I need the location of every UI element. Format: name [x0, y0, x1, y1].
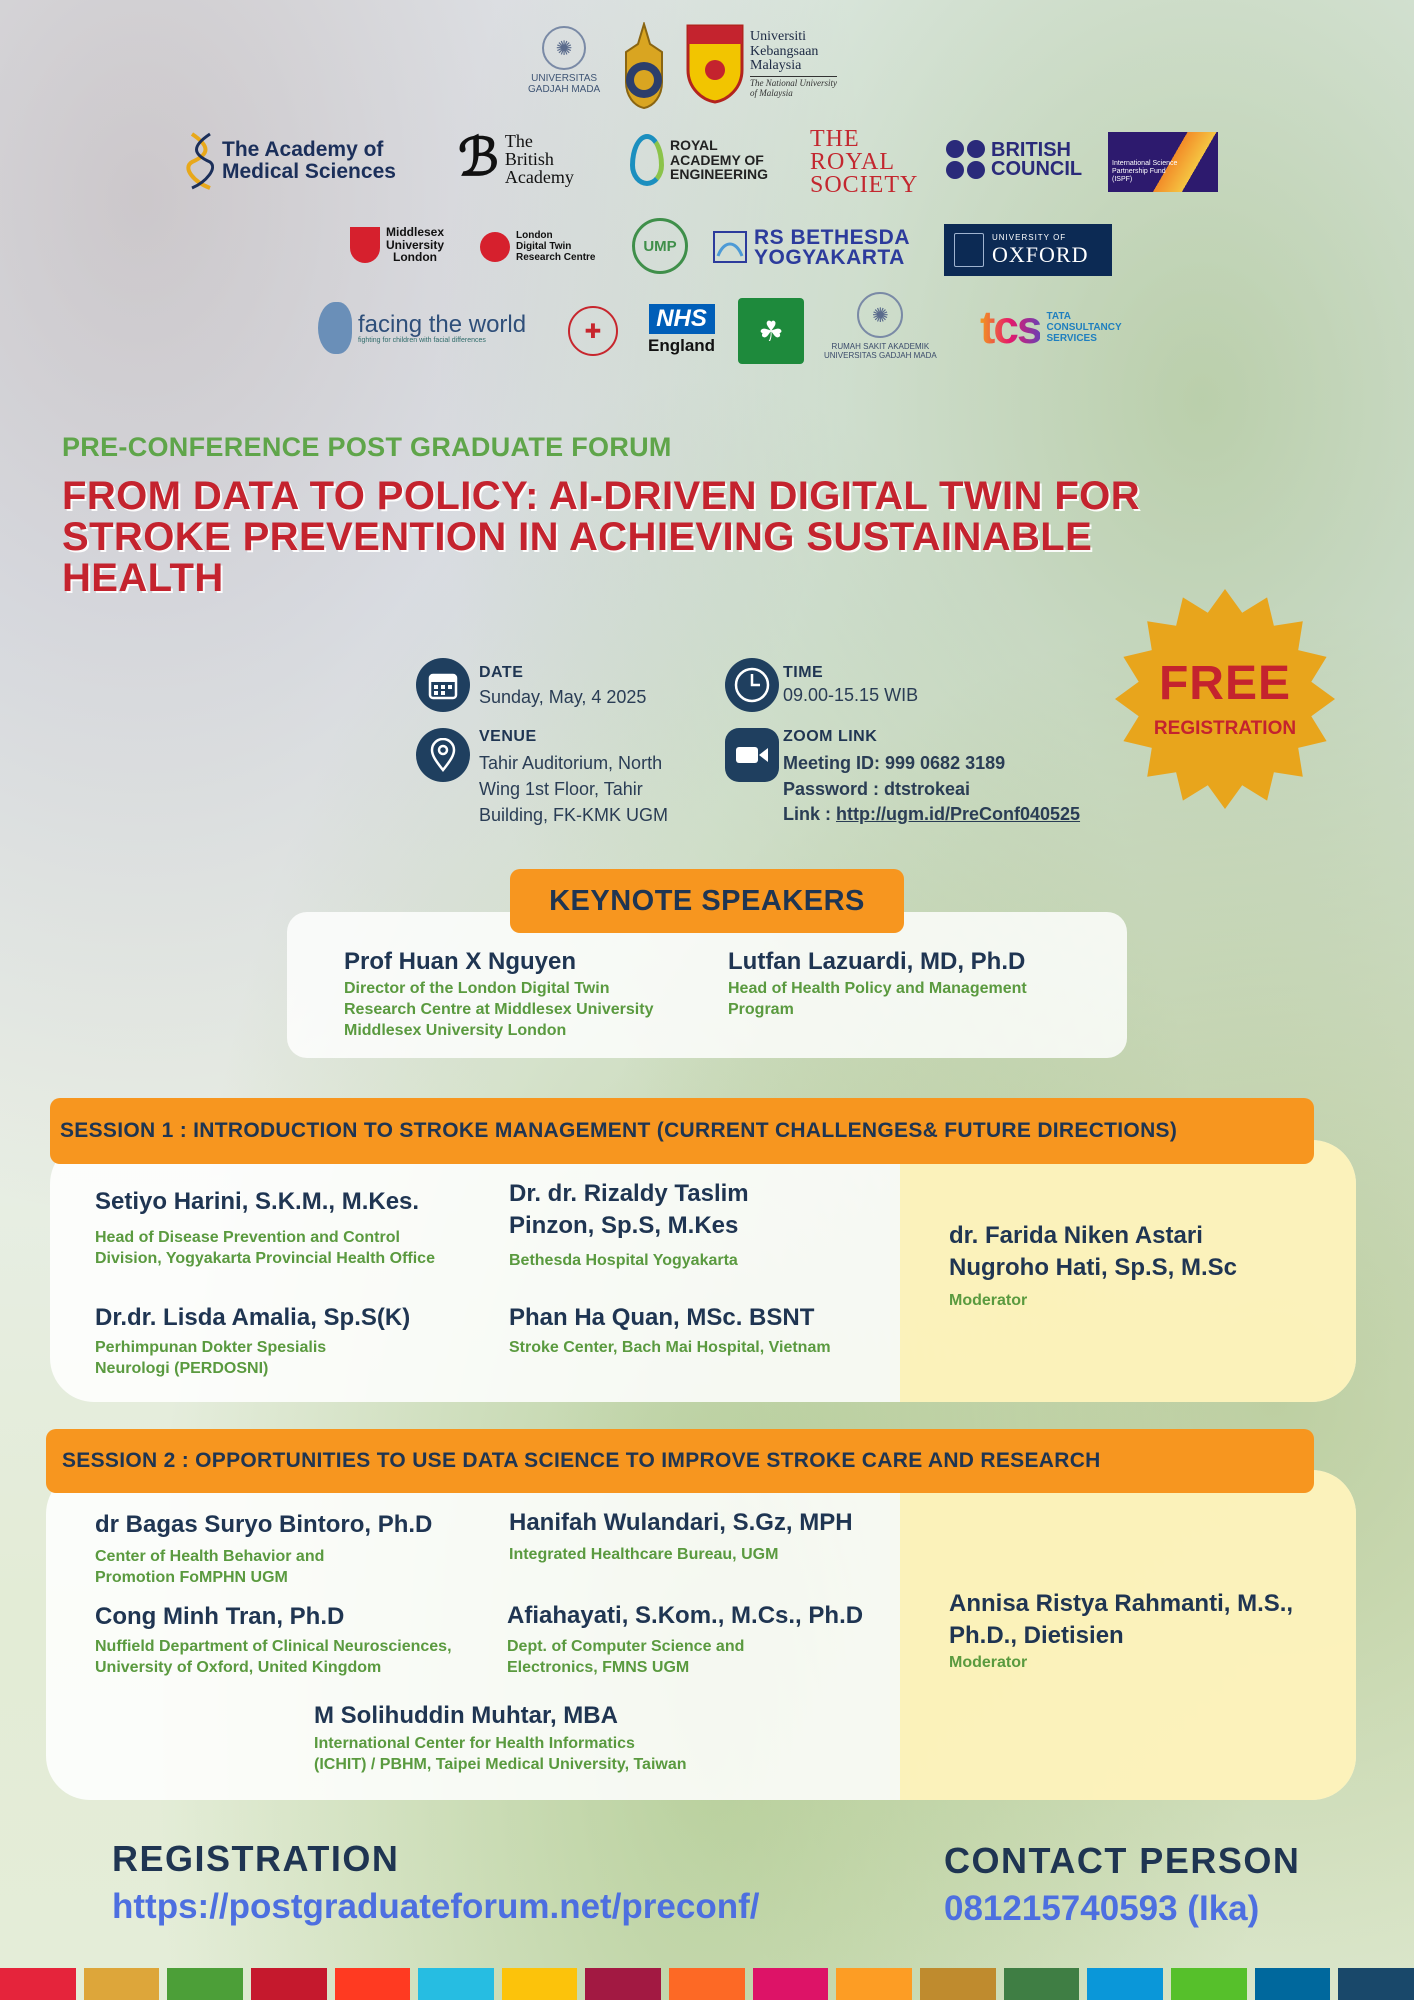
- royal-society-name: THE ROYAL SOCIETY: [810, 126, 919, 198]
- s1-speaker-3-role: Perhimpunan Dokter Spesialis Neurologi (PERDOSNI): [95, 1339, 327, 1377]
- ukm-logo: [686, 24, 837, 104]
- calendar-icon: [416, 658, 470, 712]
- ldt-mark-icon: [480, 232, 510, 262]
- s1-moderator-name: dr. Farida Niken Astari Nugroho Hati, Sp.S, M.Sc: [949, 1222, 1238, 1281]
- ispf-name: International Science Partnership Fund (ISPF): [1112, 160, 1178, 183]
- free-label: FREE: [1158, 657, 1291, 710]
- sdg-swatch: [1338, 1968, 1414, 2000]
- bc-dots-icon: [946, 140, 985, 179]
- keynote-speaker-1-name: Prof Huan X Nguyen: [344, 948, 577, 975]
- s2-speaker-1-name: dr Bagas Suryo Bintoro, Ph.D: [95, 1511, 433, 1538]
- keynote-speaker-2-name: Lutfan Lazuardi, MD, Ph.D: [728, 948, 1026, 975]
- s2-speaker-4-role: Dept. of Computer Science and Electronics, FMNS UGM: [507, 1638, 745, 1676]
- date-label: DATE: [479, 664, 524, 681]
- rsa-ugm-seal-icon: ✺: [857, 292, 903, 338]
- session-2-title: SESSION 2 : OPPORTUNITIES TO USE DATA SCIENCE TO IMPROVE STROKE CARE AND RESEARCH: [46, 1429, 1314, 1493]
- venue-value: Tahir Auditorium, North Wing 1st Floor, Tahir Building, FK-KMK UGM: [479, 753, 669, 825]
- sdg-swatch: [1087, 1968, 1163, 2000]
- oxford-logo: [944, 224, 1112, 276]
- s1-speaker-2-name: Dr. dr. Rizaldy Taslim Pinzon, Sp.S, M.Kes: [509, 1180, 749, 1239]
- sdg-swatch: [920, 1968, 996, 2000]
- ukm-shield-icon: [686, 24, 744, 104]
- ump-seal: UMP: [632, 218, 688, 274]
- s1-speaker-4-role: Stroke Center, Bach Mai Hospital, Vietnam: [509, 1339, 831, 1356]
- sdg-swatch: [335, 1968, 411, 2000]
- keynote-heading: KEYNOTE SPEAKERS: [510, 869, 904, 933]
- s2-speaker-3-role: Nuffield Department of Clinical Neurosciences, University of Oxford, United Kingdom: [95, 1638, 452, 1676]
- sdg-swatch: [1004, 1968, 1080, 2000]
- rsa-ugm-logo: [824, 292, 937, 360]
- ftw-tagline: fighting for children with facial differences: [358, 336, 486, 344]
- tcs-logo: [980, 300, 1122, 354]
- seal-logo-red: [568, 306, 618, 356]
- zoom-video-icon: [725, 728, 779, 782]
- sdg-swatch: [753, 1968, 829, 2000]
- mahidol-logo: [618, 22, 670, 110]
- registration-link[interactable]: https://postgraduateforum.net/preconf/: [112, 1887, 760, 1926]
- clock-icon: [725, 658, 779, 712]
- nhs-logo: [648, 304, 715, 356]
- ftw-face-icon: [318, 302, 352, 354]
- session-1-title: SESSION 1 : INTRODUCTION TO STROKE MANAGEMENT (CURRENT CHALLENGES& FUTURE DIRECTIONS): [50, 1098, 1314, 1164]
- time-value: 09.00-15.15 WIB: [783, 685, 919, 705]
- zoom-link[interactable]: http://ugm.id/PreConf040525: [836, 804, 1081, 824]
- ugm-logo: [528, 26, 600, 95]
- sdg-swatch: [1255, 1968, 1331, 2000]
- event-kicker: PRE-CONFERENCE POST GRADUATE FORUM: [62, 432, 672, 462]
- zoom-link-row: [783, 801, 1080, 827]
- nhs-region: England: [648, 336, 716, 355]
- event-title: FROM DATA TO POLICY: AI-DRIVEN DIGITAL TWIN FOR STROKE PREVENTION IN ACHIEVING SUSTAINABLE HEALTH: [62, 474, 1140, 600]
- sdg-swatch: [585, 1968, 661, 2000]
- s1-speaker-3-name: Dr.dr. Lisda Amalia, Sp.S(K): [95, 1304, 411, 1331]
- s1-moderator-role: Moderator: [949, 1292, 1028, 1309]
- mdx-name: Middlesex University London: [386, 225, 445, 265]
- mdx-shield-icon: [350, 227, 380, 263]
- sdg-swatch: [251, 1968, 327, 2000]
- ugm-caption: UNIVERSITAS GADJAH MADA: [528, 73, 601, 95]
- mahidol-crest-icon: [618, 22, 670, 110]
- contact-phone: 081215740593 (Ika): [944, 1889, 1260, 1928]
- ams-logo: [186, 132, 396, 190]
- s1-speaker-4-name: Phan Ha Quan, MSc. BSNT: [509, 1304, 815, 1331]
- oxford-crest-icon: [954, 233, 984, 267]
- ldt-name: London Digital Twin Research Centre: [516, 230, 596, 263]
- s2-speaker-2-name: Hanifah Wulandari, S.Gz, MPH: [509, 1509, 853, 1536]
- tcs-mark: tcs: [980, 301, 1041, 353]
- registration-heading: REGISTRATION: [112, 1838, 400, 1879]
- venue-label: VENUE: [479, 728, 537, 745]
- bachmai-mark-icon: ☘: [738, 298, 804, 364]
- s1-speaker-1-role: Head of Disease Prevention and Control Division, Yogyakarta Provincial Health Office: [95, 1229, 435, 1267]
- sdg-swatch: [502, 1968, 578, 2000]
- free-registration-label: REGISTRATION: [1153, 718, 1297, 739]
- ftw-name: facing the world: [358, 310, 527, 338]
- ukm-tagline: The National University of Malaysia: [750, 78, 837, 99]
- zoom-password: Password : dtstrokeai: [783, 779, 971, 799]
- s1-speaker-1-name: Setiyo Harini, S.K.M., M.Kes.: [95, 1188, 420, 1215]
- ldt-logo: [480, 230, 595, 263]
- s2-speaker-4-name: Afiahayati, S.Kom., M.Cs., Ph.D: [507, 1602, 864, 1629]
- british-academy-logo: [458, 132, 574, 186]
- s2-moderator-role: Moderator: [949, 1654, 1028, 1671]
- s2-speaker-2-role: Integrated Healthcare Bureau, UGM: [509, 1546, 779, 1563]
- zoom-link-prefix: Link :: [783, 804, 836, 824]
- location-pin-icon: [416, 728, 470, 782]
- middlesex-logo: [350, 226, 444, 264]
- zoom-meeting-id: Meeting ID: 999 0682 3189: [783, 753, 1006, 773]
- bc-name: BRITISH COUNCIL: [991, 138, 1083, 180]
- date-value: Sunday, May, 4 2025: [479, 687, 647, 707]
- ispf-logo: [1108, 132, 1218, 192]
- zoom-label: ZOOM LINK: [783, 728, 878, 745]
- s2-speaker-3-name: Cong Minh Tran, Ph.D: [95, 1603, 345, 1630]
- oxford-top: UNIVERSITY OF: [992, 232, 1067, 242]
- sdg-swatch: [418, 1968, 494, 2000]
- royal-society-logo: [810, 128, 918, 196]
- sdg-swatch: [84, 1968, 160, 2000]
- sdg-swatch: [1171, 1968, 1247, 2000]
- british-council-logo: [946, 140, 1082, 179]
- sdg-swatch: [669, 1968, 745, 2000]
- s2-speaker-5-role: International Center for Health Informatics (ICHIT) / PBHM, Taipei Medical University, Taiwan: [314, 1735, 687, 1773]
- s1-speaker-2-role: Bethesda Hospital Yogyakarta: [509, 1252, 738, 1269]
- time-label: TIME: [783, 664, 824, 681]
- sdg-swatch: [0, 1968, 76, 2000]
- nhs-mark: NHS: [649, 304, 715, 334]
- sdg-color-strip: [0, 1968, 1414, 2000]
- bachmai-logo: [738, 298, 804, 364]
- ams-name: The Academy of Medical Sciences: [222, 137, 396, 183]
- oxford-name: OXFORD: [992, 241, 1089, 267]
- ump-logo: [632, 218, 688, 274]
- contact-heading: CONTACT PERSON: [944, 1840, 1301, 1881]
- rae-name: ROYAL ACADEMY OF ENGINEERING: [670, 136, 769, 183]
- ukm-name: Universiti Kebangsaan Malaysia: [750, 28, 819, 74]
- s2-speaker-1-role: Center of Health Behavior and Promotion FoMPHN UGM: [95, 1548, 325, 1586]
- rsa-ugm-name: RUMAH SAKIT AKADEMIK UNIVERSITAS GADJAH MADA: [824, 342, 937, 361]
- ba-name: The British Academy: [504, 131, 574, 187]
- ba-mark-icon: ℬ: [458, 130, 499, 187]
- tcs-name: TATA CONSULTANCY SERVICES: [1046, 310, 1122, 344]
- sdg-swatch: [167, 1968, 243, 2000]
- ugm-seal-icon: ✺: [542, 26, 586, 70]
- sdg-swatch: [836, 1968, 912, 2000]
- s2-speaker-5-name: M Solihuddin Muhtar, MBA: [314, 1702, 618, 1729]
- bethesda-logo: [712, 226, 910, 270]
- rae-mark-icon: [630, 134, 664, 186]
- keynote-speaker-2-role: Head of Health Policy and Management Program: [728, 980, 1027, 1018]
- keynote-speaker-1-role: Director of the London Digital Twin Research Centre at Middlesex University Middlesex University London: [344, 980, 654, 1039]
- rae-logo: [630, 134, 768, 186]
- dna-icon: [186, 132, 216, 190]
- ftw-logo: [318, 302, 526, 354]
- red-seal-icon: ✚: [568, 306, 618, 356]
- bethesda-name: RS BETHESDA YOGYAKARTA: [754, 226, 911, 269]
- bethesda-mark-icon: [712, 226, 748, 270]
- s2-moderator-name: Annisa Ristya Rahmanti, M.S., Ph.D., Dietisien: [949, 1590, 1294, 1649]
